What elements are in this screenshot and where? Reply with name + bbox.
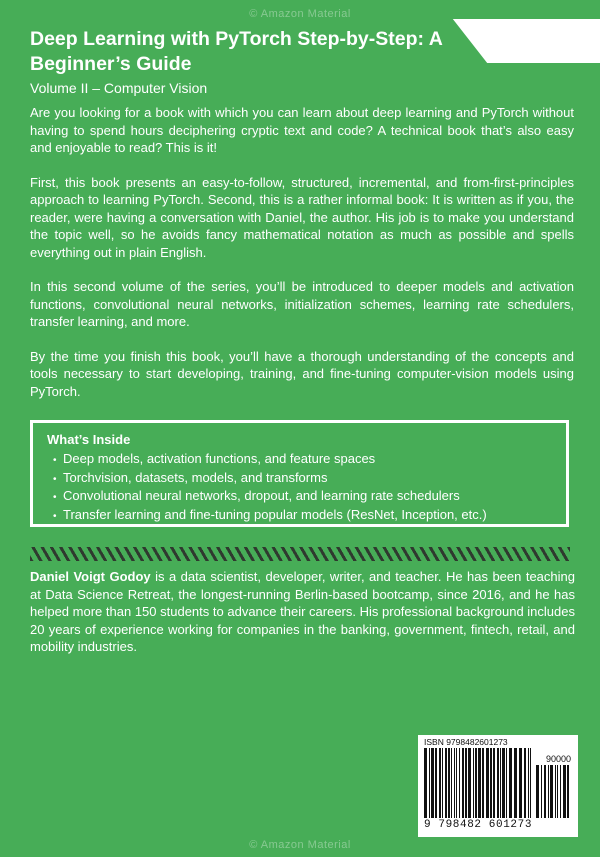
list-item: • Transfer learning and fine-tuning popular models (ResNet, Inception, etc.) (53, 507, 552, 526)
barcode-digits: 9 798482 601273 (424, 819, 533, 831)
list-item: • Torchvision, datasets, models, and transforms (53, 470, 552, 489)
barcode-box (418, 735, 578, 837)
whats-inside-heading: What’s Inside (47, 432, 131, 447)
author-bio-text: is a data scientist, developer, writer, and teacher. He has been teaching at Data Science Retreat, the longest-running Berlin-based bootcamp, since 2016, and he has helped more than 150 students to advance their careers. His professional background includes 20 years of experience working for companies in the banking, government, fintech, retail, and mobility industries. (30, 569, 575, 654)
list-item: • Deep models, activation functions, and feature spaces (53, 451, 552, 470)
book-title: Deep Learning with PyTorch Step-by-Step: A Beginner’s Guide (30, 28, 443, 75)
description-paragraph: In this second volume of the series, you’ll be introduced to deeper models and activation functions, convolutional neural networks, initialization schemes, learning rate schedulers, transfer learning, and more. (30, 279, 574, 329)
author-name: Daniel Voigt Godoy (30, 569, 151, 584)
watermark-top: © Amazon Material (249, 8, 351, 20)
price-code: 90000 (545, 754, 571, 764)
author-bio (30, 568, 575, 656)
description-paragraph: First, this book presents an easy-to-follow, structured, incremental, and from-first-principles approach to learning PyTorch. Second, this is a rather informal book: It is written as if you, the reader, were having a conversation with Daniel, the author. His job is to make you understand the topic well, so he avoids fancy mathematical notation as much as possible and spells everything out in plain English. (30, 174, 574, 260)
isbn-label: ISBN 9798482601273 (424, 737, 508, 747)
watermark-bottom: © Amazon Material (249, 839, 351, 851)
description-paragraph: Are you looking for a book with which you can learn about deep learning and PyTorch without having to spend hours deciphering cryptic text and code? A technical book that’s also easy and enjoyable to read? This is it! (30, 105, 574, 155)
book-subtitle: Volume II – Computer Vision (30, 80, 208, 96)
isbn-barcode (424, 748, 532, 818)
whats-inside-list (47, 451, 552, 525)
description-paragraph: By the time you finish this book, you’ll have a thorough understanding of the concepts and tools necessary to start developing, training, and fine-tuning computer-vision models using PyTorch. (30, 348, 574, 399)
price-barcode (536, 765, 572, 818)
whats-inside-box (30, 420, 569, 527)
hatched-divider (30, 547, 570, 561)
description (30, 104, 574, 417)
list-item: • Convolutional neural networks, dropout, and learning rate schedulers (53, 488, 552, 507)
